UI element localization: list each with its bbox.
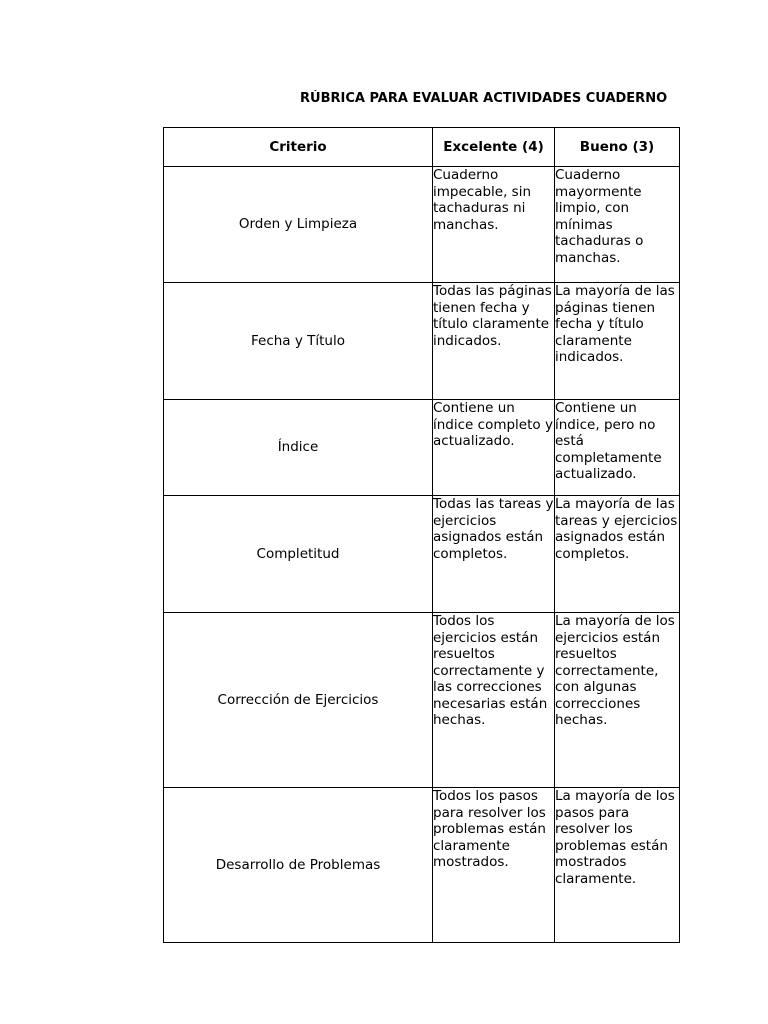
bueno-cell: La mayoría de los pasos para resolver los problemas están mostrados claramente. <box>555 788 680 943</box>
criterion-cell: Fecha y Título <box>164 283 433 400</box>
header-excelente: Excelente (4) <box>433 128 555 167</box>
criterion-cell: Índice <box>164 400 433 496</box>
table-row <box>164 496 680 613</box>
excelente-cell: Todos los pasos para resolver los problemas están claramente mostrados. <box>433 788 555 943</box>
excelente-cell: Todas las páginas tienen fecha y título claramente indicados. <box>433 283 555 400</box>
excelente-cell: Contiene un índice completo y actualizado. <box>433 400 555 496</box>
header-bueno: Bueno (3) <box>555 128 680 167</box>
bueno-cell: La mayoría de los ejercicios están resueltos correctamente, con algunas correcciones hechas. <box>555 613 680 788</box>
table-row <box>164 788 680 943</box>
table-row <box>164 167 680 283</box>
criterion-cell: Desarrollo de Problemas <box>164 788 433 943</box>
rubric-table <box>163 127 680 943</box>
header-criterio: Criterio <box>164 128 433 167</box>
bueno-cell: La mayoría de las páginas tienen fecha y título claramente indicados. <box>555 283 680 400</box>
criterion-cell: Corrección de Ejercicios <box>164 613 433 788</box>
excelente-cell: Todas las tareas y ejercicios asignados están completos. <box>433 496 555 613</box>
table-row <box>164 613 680 788</box>
excelente-cell: Cuaderno impecable, sin tachaduras ni manchas. <box>433 167 555 283</box>
criterion-cell: Orden y Limpieza <box>164 167 433 283</box>
excelente-cell: Todos los ejercicios están resueltos correctamente y las correcciones necesarias están hechas. <box>433 613 555 788</box>
page-title: RÚBRICA PARA EVALUAR ACTIVIDADES CUADERNO <box>300 91 668 106</box>
table-header-row <box>164 128 680 167</box>
criterion-cell: Completitud <box>164 496 433 613</box>
bueno-cell: La mayoría de las tareas y ejercicios asignados están completos. <box>555 496 680 613</box>
bueno-cell: Cuaderno mayormente limpio, con mínimas tachaduras o manchas. <box>555 167 680 283</box>
table-row <box>164 400 680 496</box>
bueno-cell: Contiene un índice, pero no está completamente actualizado. <box>555 400 680 496</box>
table-row <box>164 283 680 400</box>
